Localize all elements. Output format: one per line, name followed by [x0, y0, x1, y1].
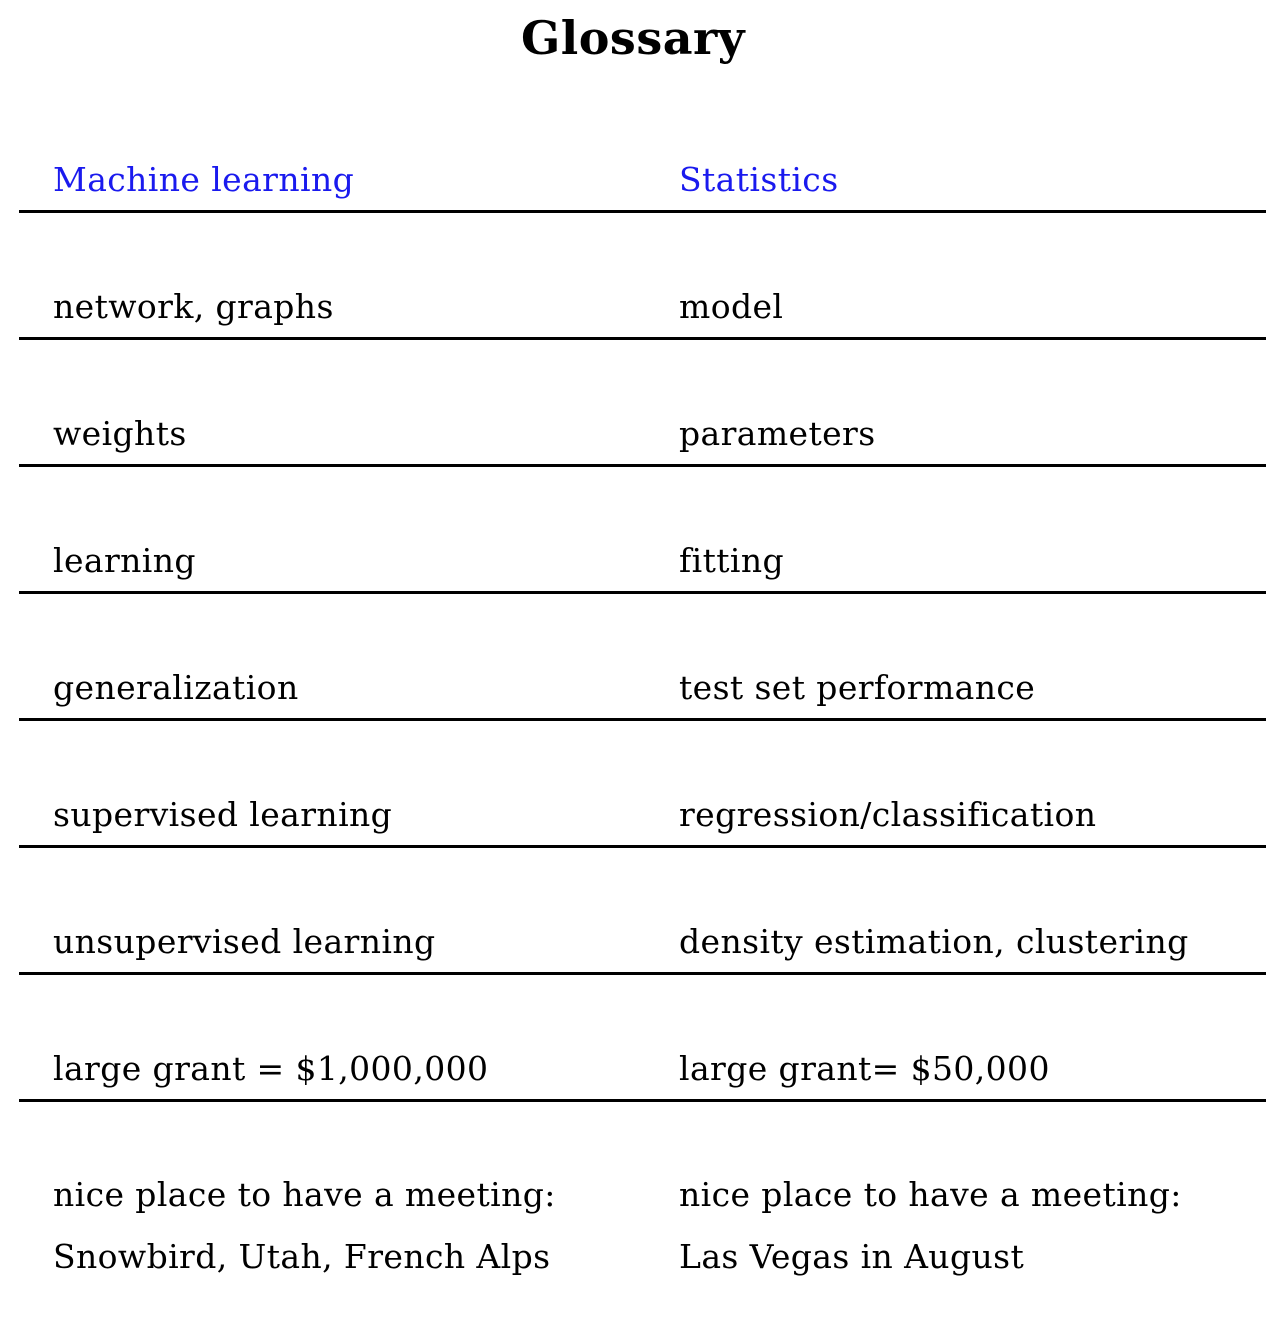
stats-term: regression/classification [679, 795, 1097, 834]
ml-meeting-place [53, 1164, 556, 1288]
ml-term: large grant = $1,000,000 [53, 1049, 489, 1088]
stats-meeting-place [679, 1164, 1182, 1288]
table-row [19, 257, 1266, 340]
header-machine-learning: Machine learning [53, 160, 355, 199]
header-statistics: Statistics [679, 160, 839, 199]
table-row [19, 638, 1266, 721]
ml-term: network, graphs [53, 287, 334, 326]
ml-term: learning [53, 541, 196, 580]
stats-term: test set performance [679, 668, 1036, 707]
ml-meeting-line1: nice place to have a meeting: [53, 1175, 556, 1214]
ml-term: unsupervised learning [53, 922, 436, 961]
stats-term: density estimation, clustering [679, 922, 1189, 961]
stats-term: parameters [679, 414, 876, 453]
stats-term: fitting [679, 541, 785, 580]
table-row [19, 384, 1266, 467]
ml-term: generalization [53, 668, 299, 707]
table-row [19, 765, 1266, 848]
stats-term: large grant= $50,000 [679, 1049, 1050, 1088]
page-title: Glossary [520, 11, 745, 65]
table-row [19, 1019, 1266, 1102]
ml-term: supervised learning [53, 795, 393, 834]
stats-term: model [679, 287, 784, 326]
table-row [19, 892, 1266, 975]
ml-term: weights [53, 414, 187, 453]
table-header-row [19, 130, 1266, 213]
ml-meeting-line2: Snowbird, Utah, French Alps [53, 1237, 551, 1276]
table-row-meeting-place [19, 1128, 1266, 1276]
table-row [19, 511, 1266, 594]
stats-meeting-line2: Las Vegas in August [679, 1237, 1025, 1276]
stats-meeting-line1: nice place to have a meeting: [679, 1175, 1182, 1214]
